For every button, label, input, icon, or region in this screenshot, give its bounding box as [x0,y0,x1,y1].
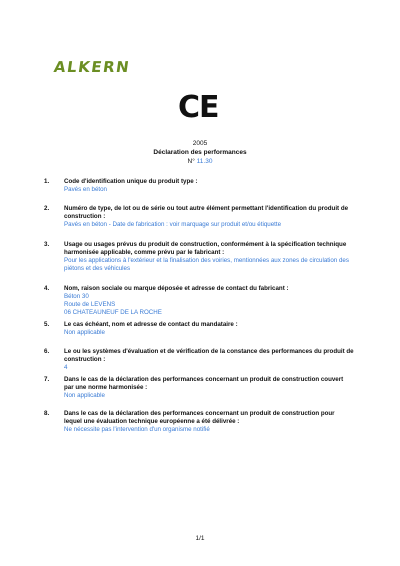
section-5 [44,321,354,337]
section-answer: Pour les applications à l'extérieur et la finalisation des voiries, mentionnées aux zones de circulation des piétons et des véhicules [64,257,349,272]
section-question: Le ou les systèmes d'évaluation et de vérification de la constance des performances du produit de construction : [64,348,354,363]
section-answer: Béton 30 [64,293,89,300]
section-answer: Pavés en béton [64,186,108,193]
section-question: Dans le cas de la déclaration des performances concernant un produit de construction couvert par une norme harmonisée : [64,376,344,391]
section-question: Usage ou usages prévus du produit de construction, conformément à la spécification technique harmonisée applicable, comme prévu par le fabricant : [64,241,347,256]
section-7 [44,376,354,400]
number-label: N° [187,158,197,165]
document-title: Déclaration des performances [153,149,247,156]
section-6 [44,348,354,372]
number-value: 11.30 [196,158,213,165]
page-number: 1/1 [195,535,205,542]
document-year: 2005 [192,140,208,147]
section-answer: Pavés en béton - Date de fabrication : voir marquage sur produit et/ou étiquette [64,221,282,228]
section-number: 1. [44,178,50,185]
section-number: 3. [44,241,50,248]
section-8 [44,410,354,434]
section-number: 7. [44,376,50,383]
section-question: Nom, raison sociale ou marque déposée et adresse de contact du fabricant : [64,285,289,292]
section-question: Numéro de type, de lot ou de série ou tout autre élément permettant l'identification du produit de construction : [64,205,349,220]
company-logo: ALKERN [52,58,132,76]
document-number [0,158,400,166]
section-number: 4. [44,285,50,292]
section-question: Dans le cas de la déclaration des performances concernant un produit de construction pour lequel une évaluation technique européenne a été délivrée : [64,410,335,425]
section-2 [44,205,354,229]
section-number: 6. [44,348,50,355]
section-question: Code d'identification unique du produit type : [64,178,198,185]
section-1 [44,178,354,194]
section-answer: Non applicable [64,392,105,399]
section-3 [44,241,354,273]
section-question: Le cas échéant, nom et adresse de contact du mandataire : [64,321,238,328]
section-answer: Ne nécessite pas l'intervention d'un organisme notifié [64,426,210,433]
section-number: 8. [44,410,50,417]
section-answer: 06 CHATEAUNEUF DE LA ROCHE [64,309,162,316]
section-answer: 4 [64,364,68,371]
section-4 [44,285,354,317]
ce-mark: CE [178,90,219,125]
section-answer: Route de LEVENS [64,301,116,308]
section-number: 2. [44,205,50,212]
section-number: 5. [44,321,50,328]
section-answer: Non applicable [64,329,105,336]
